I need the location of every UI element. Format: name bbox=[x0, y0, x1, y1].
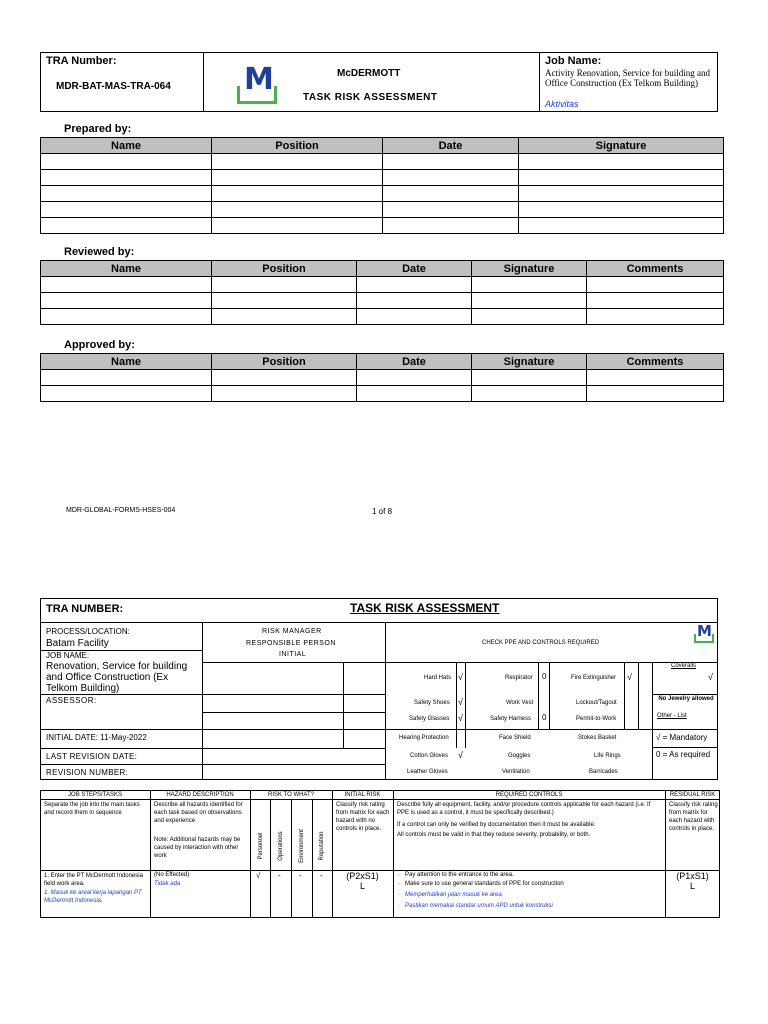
job-name-indonesian: Aktivitas bbox=[545, 99, 579, 109]
row1-control-4: · Pastikan memakai standar umum APD untuk konstruksi bbox=[398, 903, 553, 909]
tra-number-label: TRA Number: bbox=[46, 55, 117, 67]
col-comments: Comments bbox=[587, 261, 724, 277]
tra-number-label-2: TRA NUMBER: bbox=[46, 603, 124, 615]
risk-col-operations: Operations bbox=[278, 831, 284, 861]
job-name-value-2: Renovation, Service for building and Office Construction (Ex Telkom Building) bbox=[46, 661, 188, 694]
reviewed-label: Reviewed by: bbox=[64, 246, 135, 258]
responsible-person: RESPONSIBLE PERSON bbox=[246, 640, 336, 647]
col-position: Position bbox=[212, 138, 383, 154]
check-cotton: √ bbox=[458, 750, 463, 760]
th-required-controls: REQUIRED CONTROLS bbox=[495, 792, 563, 798]
row1-initial-level: L bbox=[359, 881, 365, 891]
row1-mark-environment: - bbox=[299, 871, 302, 880]
assessor-label: ASSESSOR: bbox=[46, 696, 97, 705]
col-position: Position bbox=[212, 261, 357, 277]
col-comments: Comments bbox=[587, 354, 724, 370]
check-fire-extinguisher: √ bbox=[627, 672, 632, 682]
row1-initial-risk: (P2xS1) bbox=[346, 871, 379, 881]
risk-col-environment: Environment bbox=[299, 829, 305, 863]
job-name: Activity Renovation, Service for building and Office Construction (Ex Telkom Building) bbox=[545, 68, 710, 88]
ppe-cotton: Cotton Gloves bbox=[410, 753, 449, 759]
col-signature: Signature bbox=[472, 354, 587, 370]
row1-control-1: · Pay attention to the entrance to the area. bbox=[398, 872, 514, 878]
desc-hazard-note: Note: Additional hazards may be caused by interaction with other work bbox=[154, 837, 241, 859]
ppe-safety-shoes: Safety Shoes bbox=[414, 700, 450, 706]
col-date: Date bbox=[383, 138, 519, 154]
ppe-work-vest: Work Vest bbox=[506, 700, 534, 706]
check-coveralls: √ bbox=[708, 672, 713, 682]
th-initial-risk: INITIAL RISK bbox=[344, 792, 381, 798]
risk-col-personnel: Personnel bbox=[258, 832, 264, 860]
company-name: McDERMOTT bbox=[337, 68, 401, 79]
th-residual-risk: RESIDUAL RISK bbox=[669, 792, 716, 798]
ppe-fire-extinguisher: Fire Extinguisher bbox=[571, 675, 617, 681]
col-name: Name bbox=[41, 261, 212, 277]
legend-mandatory: √ = Mandatory bbox=[656, 733, 708, 742]
check-safety-glasses: √ bbox=[458, 713, 463, 723]
ppe-face-shield: Face Shield bbox=[499, 735, 531, 741]
row1-mark-reputation: - bbox=[320, 871, 323, 880]
initial-heading: INITIAL bbox=[279, 651, 307, 658]
reviewed-table bbox=[40, 260, 724, 325]
approved-table bbox=[40, 353, 724, 402]
process-value: Batam Facility bbox=[46, 638, 109, 649]
col-position: Position bbox=[212, 354, 357, 370]
ppe-safety-harness: Safety Harness bbox=[490, 716, 532, 722]
desc-controls-3: All controls must be valid in that they reduce severity, probability, or both. bbox=[397, 832, 591, 838]
desc-residual: Classify risk rating from matrix for each hazard with controls in place. bbox=[669, 802, 718, 832]
tra-title: TASK RISK ASSESSMENT bbox=[350, 601, 500, 615]
row1-mark-operations: - bbox=[278, 871, 281, 880]
prepared-label: Prepared by: bbox=[64, 123, 132, 135]
ppe-permit: Permit-to-Work bbox=[576, 716, 617, 722]
ppe-life-rings: Life Rings bbox=[594, 753, 621, 759]
last-revision: LAST REVISION DATE: bbox=[46, 752, 138, 761]
ppe-respirator: Respirator bbox=[505, 675, 533, 681]
col-date: Date bbox=[357, 261, 472, 277]
row1-residual-risk: (P1xS1) bbox=[676, 871, 709, 881]
row1-hazard-id: Tidak ada bbox=[154, 881, 181, 887]
process-label: PROCESS/LOCATION: bbox=[46, 627, 130, 636]
col-signature: Signature bbox=[472, 261, 587, 277]
desc-hazard: Describe all hazards identified for each task based on observations and experience bbox=[154, 802, 243, 824]
ppe-hard-hats: Hard Hats bbox=[424, 675, 452, 681]
th-hazard: HAZARD DESCRIPTION bbox=[166, 792, 234, 798]
tra-number: MDR-BAT-MAS-TRA-064 bbox=[56, 81, 171, 92]
ppe-stokes: Stokes Basket bbox=[578, 735, 617, 741]
ppe-ventilation: Ventilation bbox=[502, 769, 530, 775]
revision-number: REVISION NUMBER: bbox=[46, 768, 129, 777]
mini-logo-letter: M bbox=[697, 622, 712, 640]
row1-mark-personnel: √ bbox=[256, 871, 261, 880]
col-name: Name bbox=[41, 354, 212, 370]
row1-control-3: · Memperhatikan jalan masuk ke area. bbox=[398, 892, 504, 898]
ppe-safety-glasses: Safety Glasses bbox=[409, 716, 450, 722]
check-safety-shoes: √ bbox=[458, 697, 463, 707]
col-name: Name bbox=[41, 138, 212, 154]
prepared-table bbox=[40, 137, 724, 234]
ppe-heading: CHECK PPE AND CONTROLS REQUIRED bbox=[482, 640, 600, 646]
job-name-label: Job Name: bbox=[545, 55, 602, 67]
approved-label: Approved by: bbox=[64, 339, 135, 351]
desc-controls-2: If a control can only be verified by documentation then it must be available. bbox=[397, 822, 596, 828]
zero-safety-harness: 0 bbox=[542, 713, 547, 722]
document-title: TASK RISK ASSESSMENT bbox=[303, 92, 438, 103]
initial-date: INITIAL DATE: 11-May-2022 bbox=[46, 733, 147, 742]
ppe-goggles: Goggles bbox=[508, 753, 531, 759]
job-name-label-2: JOB NAME: bbox=[46, 651, 90, 660]
page-number: 1 of 8 bbox=[372, 507, 393, 516]
ppe-no-jewelry: No Jewelry allowed bbox=[658, 696, 714, 702]
col-signature: Signature bbox=[519, 138, 724, 154]
mini-logo bbox=[694, 622, 714, 644]
row1-step-id: 1. Masuk ke areal kerja lapangan PT McDermott Indonesia. bbox=[44, 890, 142, 904]
ppe-hearing: Hearing Protection bbox=[399, 735, 449, 741]
th-job-steps: JOB STEPS/TASKS bbox=[68, 792, 122, 798]
row1-control-2: · Make sure to use general standards of PPE for construction bbox=[398, 881, 564, 887]
risk-manager: RISK MANAGER bbox=[262, 628, 322, 635]
desc-initial: Classify risk rating from matrix for each hazard with no controls in place. bbox=[336, 802, 390, 832]
ppe-lockout: Lockout/Tagout bbox=[576, 700, 617, 706]
legend-as-required: 0 = As required bbox=[656, 750, 711, 759]
form-id: MDR-GLOBAL-FORMS-HSES-004 bbox=[66, 507, 176, 514]
ppe-coveralls: Coveralls bbox=[671, 663, 697, 669]
desc-steps: Separate the job into the main tasks and record them in sequence bbox=[44, 802, 140, 816]
risk-col-reputation: Reputation bbox=[319, 831, 325, 861]
mcdermott-logo bbox=[237, 64, 277, 106]
logo-letter: M bbox=[244, 62, 274, 97]
zero-respirator: 0 bbox=[542, 672, 547, 681]
th-risk-to-what: RISK TO WHAT? bbox=[267, 792, 314, 798]
col-date: Date bbox=[357, 354, 472, 370]
ppe-other-list: Other - List bbox=[657, 713, 687, 719]
desc-controls-1: Describe fully all equipment, facility, and/or procedure controls applicable for each hazard (i.e. If PPE is used as a control, it must be specifically described.) bbox=[397, 802, 651, 816]
ppe-barricades: Barricades bbox=[589, 769, 618, 775]
ppe-leather: Leather Gloves bbox=[407, 769, 448, 775]
row1-step: 1. Enter the PT McDermott Indonesia field work area. bbox=[44, 873, 143, 887]
check-hard-hats: √ bbox=[458, 672, 463, 682]
row1-residual-level: L bbox=[689, 881, 695, 891]
row1-hazard: (No Effected) bbox=[154, 872, 190, 878]
